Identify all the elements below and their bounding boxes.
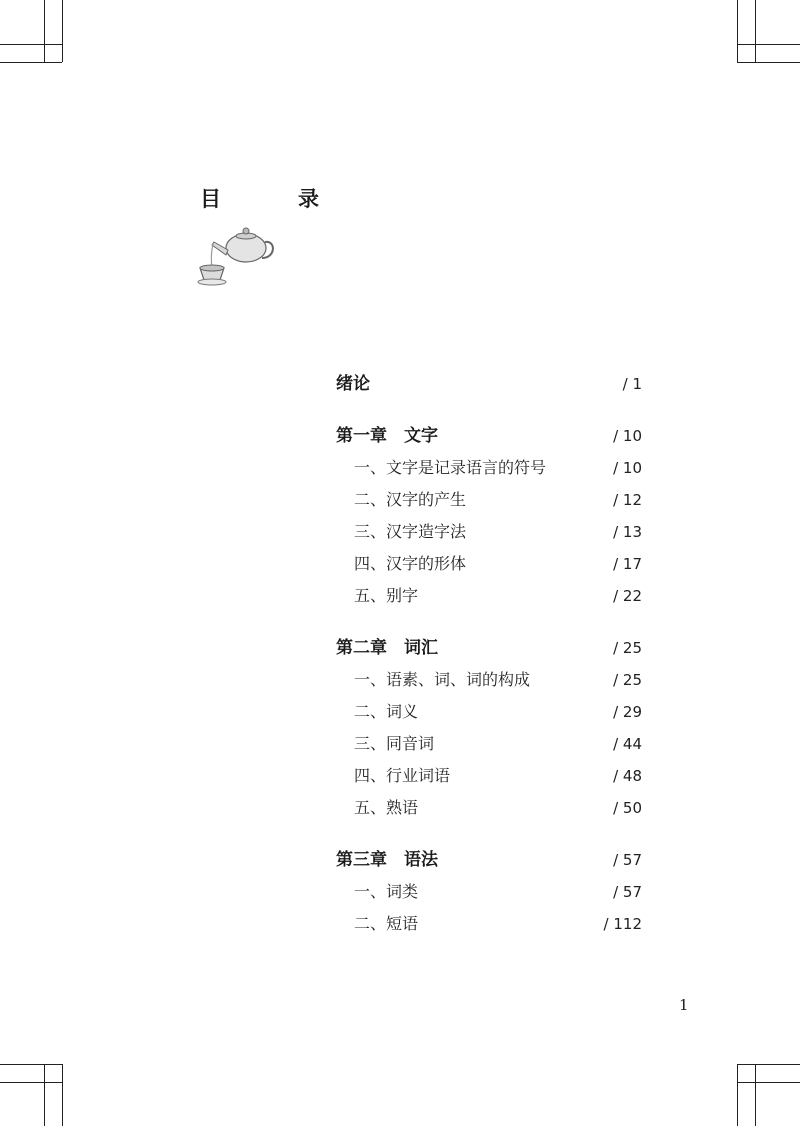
- toc-page-number: / 50: [613, 799, 642, 817]
- toc-item[interactable]: [336, 580, 642, 612]
- toc-item[interactable]: [336, 760, 642, 792]
- toc-item-title: 四、汉字的形体: [354, 554, 467, 573]
- toc-item[interactable]: [336, 664, 642, 696]
- toc-page-number: / 29: [613, 703, 642, 721]
- toc-item-title: 三、同音词: [354, 734, 435, 753]
- toc-page-number: / 10: [613, 459, 642, 477]
- toc-section-chapter-2: [336, 632, 642, 824]
- toc-page-number: / 57: [613, 883, 642, 901]
- toc-item[interactable]: [336, 484, 642, 516]
- toc-page-number: / 112: [603, 915, 642, 933]
- toc-item-title: 五、熟语: [354, 798, 419, 817]
- toc-item-title: 二、汉字的产生: [354, 490, 467, 509]
- teapot-pouring-tea-icon: [192, 218, 278, 288]
- page-title: 目 录: [200, 186, 347, 211]
- toc-chapter-title: 第二章 词汇: [336, 638, 438, 658]
- toc-page-number: / 13: [613, 523, 642, 541]
- toc-section-chapter-3: [336, 844, 642, 940]
- toc-section-intro: [336, 368, 642, 400]
- toc-chapter[interactable]: [336, 632, 642, 664]
- toc-item[interactable]: [336, 696, 642, 728]
- toc-section-chapter-1: [336, 420, 642, 612]
- toc-item[interactable]: [336, 908, 642, 940]
- page-number: 1: [679, 996, 689, 1014]
- toc-chapter-title: 第一章 文字: [336, 426, 438, 446]
- table-of-contents: [336, 368, 642, 960]
- toc-item[interactable]: [336, 792, 642, 824]
- toc-page-number: / 57: [613, 851, 642, 869]
- toc-item-title: 二、词义: [354, 702, 419, 721]
- toc-item-title: 一、语素、词、词的构成: [354, 670, 531, 689]
- toc-item-title: 三、汉字造字法: [354, 522, 467, 541]
- toc-page-number: / 1: [622, 375, 642, 393]
- toc-item-title: 五、别字: [354, 586, 419, 605]
- toc-chapter[interactable]: [336, 420, 642, 452]
- toc-item[interactable]: [336, 728, 642, 760]
- toc-chapter[interactable]: [336, 368, 642, 400]
- toc-page-number: / 12: [613, 491, 642, 509]
- toc-item[interactable]: [336, 452, 642, 484]
- toc-item[interactable]: [336, 876, 642, 908]
- toc-chapter-title: 绪论: [336, 374, 370, 394]
- toc-chapter-title: 第三章 语法: [336, 850, 438, 870]
- toc-item-title: 四、行业词语: [354, 766, 451, 785]
- toc-chapter[interactable]: [336, 844, 642, 876]
- toc-page-number: / 44: [613, 735, 642, 753]
- toc-page-number: / 48: [613, 767, 642, 785]
- toc-item[interactable]: [336, 516, 642, 548]
- toc-page-number: / 25: [613, 639, 642, 657]
- toc-item[interactable]: [336, 548, 642, 580]
- toc-item-title: 二、短语: [354, 914, 419, 933]
- toc-page-number: / 22: [613, 587, 642, 605]
- toc-page-number: / 17: [613, 555, 642, 573]
- toc-item-title: 一、文字是记录语言的符号: [354, 458, 547, 477]
- toc-item-title: 一、词类: [354, 882, 419, 901]
- toc-page-number: / 10: [613, 427, 642, 445]
- toc-page-number: / 25: [613, 671, 642, 689]
